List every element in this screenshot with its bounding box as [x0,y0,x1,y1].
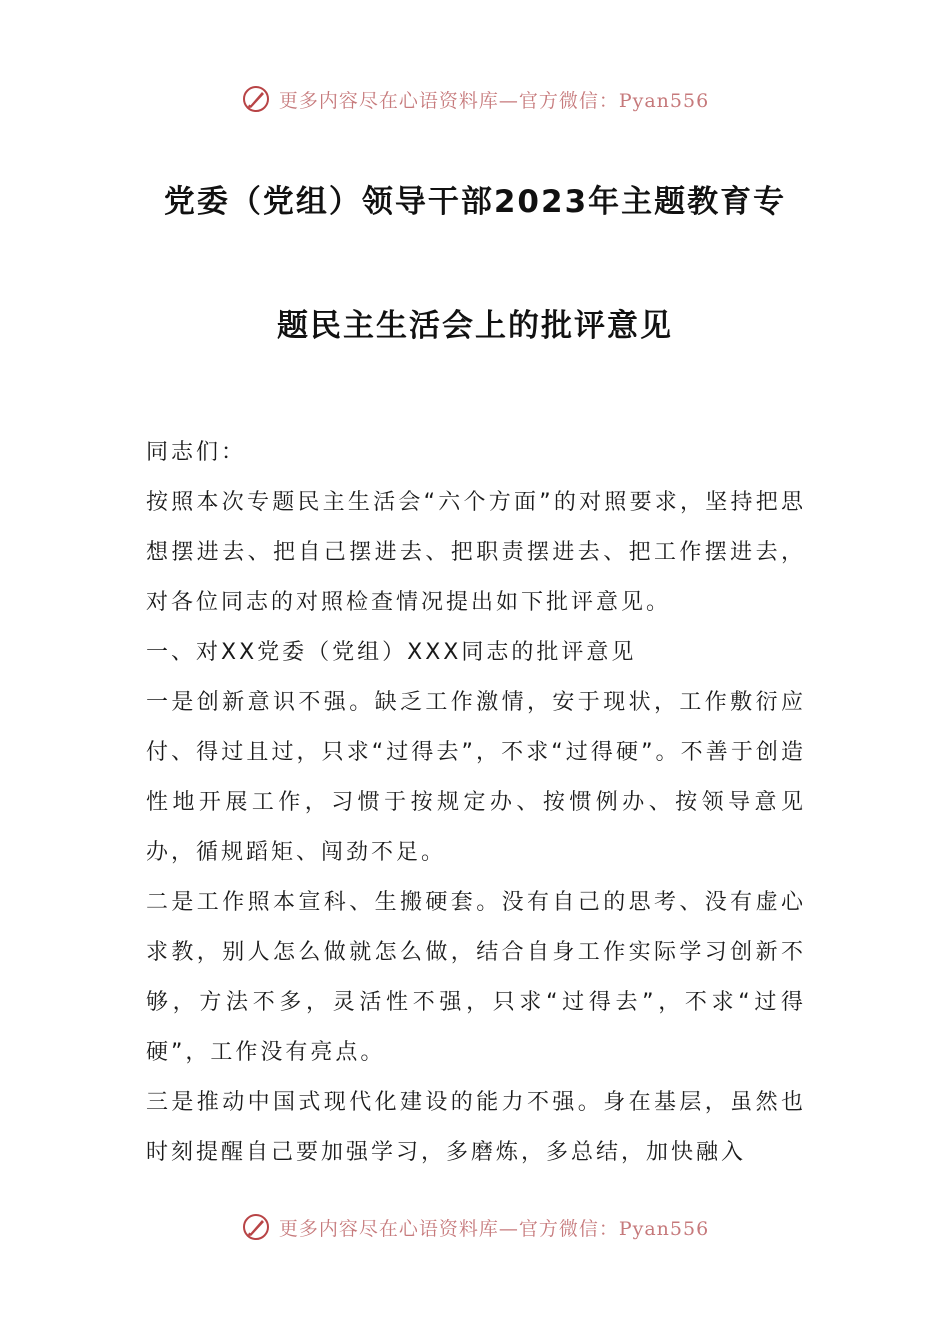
body-paragraph: 一是创新意识不强。缺乏工作激情，安于现状，工作敷衍应付、得过且过，只求“过得去”，不求“过得硬”。不善于创造性地开展工作，习惯于按规定办、按惯例办、按领导意见办，循规蹈矩、闯劲不足。 [146,690,806,865]
document-title-line-1: 党委（党组）领导干部2023年主题教育专 [163,184,787,220]
quill-logo-icon [241,84,271,114]
watermark-text: 更多内容尽在心语资料库—官方微信：Pyan556 [278,89,710,112]
body-paragraph: 二是工作照本宣科、生搬硬套。没有自己的思考、没有虚心求教，别人怎么做就怎么做，结合自身工作实际学习创新不够，方法不多，灵活性不强，只求“过得去”，不求“过得硬”，工作没有亮点。 [146,890,806,1065]
watermark-text: 更多内容尽在心语资料库—官方微信：Pyan556 [278,1217,710,1240]
footer-watermark [0,1212,950,1242]
intro-paragraph: 按照本次专题民主生活会“六个方面”的对照要求，坚持把思想摆进去、把自己摆进去、把职责摆进去、把工作摆进去，对各位同志的对照检查情况提出如下批评意见。 [146,490,806,615]
quill-logo-icon [241,1212,271,1242]
document-title-line-2: 题民主生活会上的批评意见 [277,308,673,344]
section-heading: 一、对XX党委（党组）XXX同志的批评意见 [146,640,637,665]
document-body [146,428,806,1178]
salutation: 同志们： [146,440,247,465]
body-paragraph: 三是推动中国式现代化建设的能力不强。身在基层，虽然也时刻提醒自己要加强学习，多磨炼，多总结，加快融入 [146,1090,806,1165]
header-watermark [0,84,950,114]
